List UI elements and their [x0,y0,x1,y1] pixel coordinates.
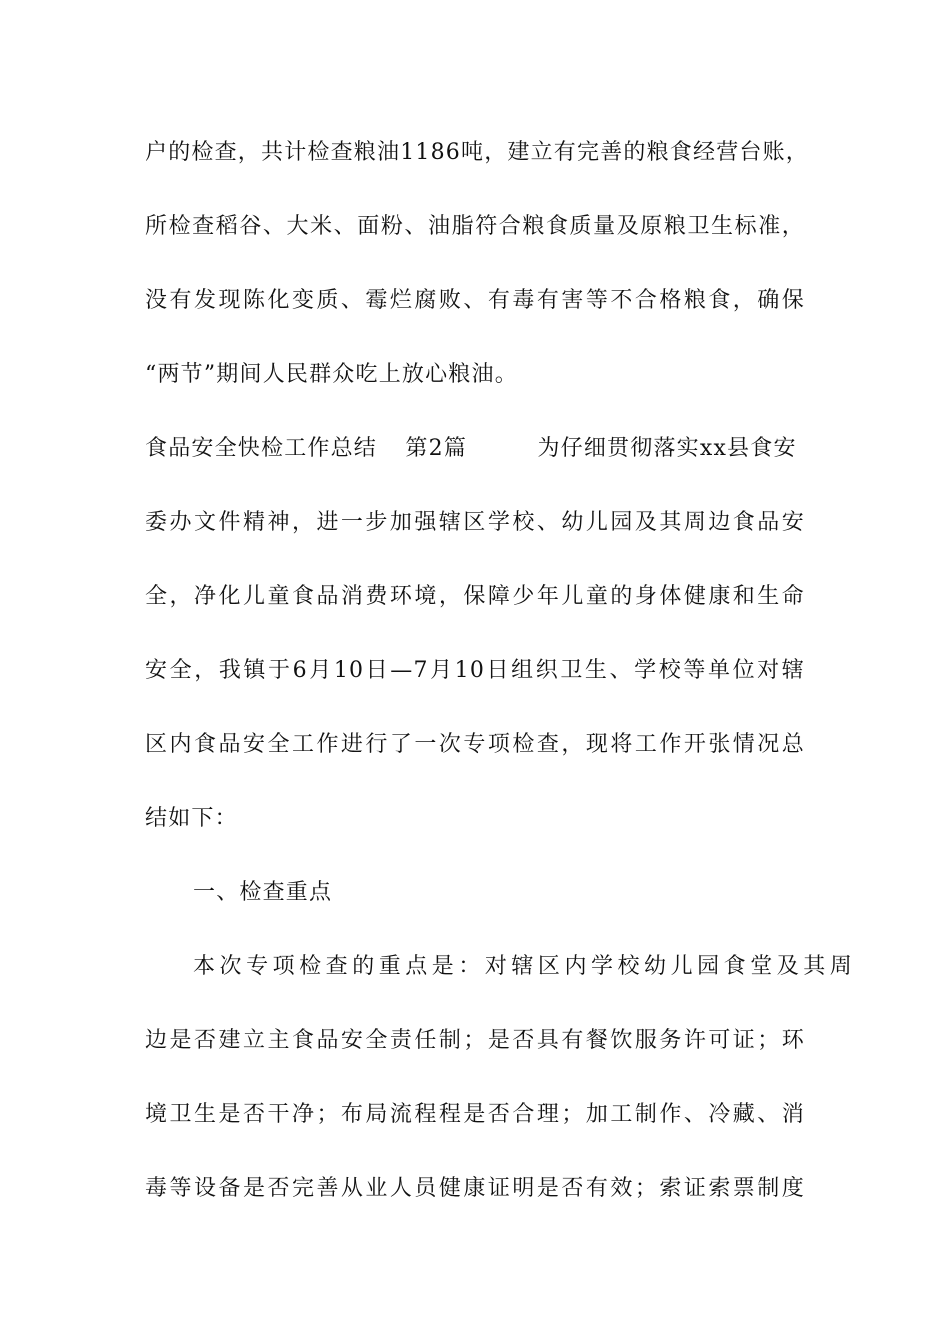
paragraph-line-7: 全，净化儿童食品消费环境，保障少年儿童的身体健康和生命 [145,584,805,609]
paragraph-line-6: 委办文件精神，进一步加强辖区学校、幼儿园及其周边食品安 [145,510,805,535]
paragraph-line-15: 毒等设备是否完善从业人员健康证明是否有效；索证索票制度 [145,1176,805,1201]
paragraph-line-9: 区内食品安全工作进行了一次专项检查，现将工作开张情况总 [145,732,805,757]
paragraph-line-8: 安全，我镇于6月10日—7月10日组织卫生、学校等单位对辖 [145,658,805,683]
paragraph-line-14: 境卫生是否干净；布局流程程是否合理；加工制作、冷藏、消 [145,1102,805,1127]
paragraph-line-13: 边是否建立主食品安全责任制；是否具有餐饮服务许可证；环 [145,1028,805,1053]
paragraph-line-12: 本次专项检查的重点是：对辖区内学校幼儿园食堂及其周 [193,954,853,979]
paragraph-line-10: 结如下： [145,806,238,831]
paragraph-line-1: 户的检查，共计检查粮油1186吨，建立有完善的粮食经营台账， [145,140,809,165]
subheading-check-focus: 一、检查重点 [193,880,333,905]
paragraph-line-4: “两节”期间人民群众吃上放心粮油。 [145,362,518,387]
section-lead: 为仔细贯彻落实xx县食安 [537,436,797,461]
section-title: 食品安全快检工作总结 [145,436,378,461]
section-number: 第2篇 [405,436,468,461]
paragraph-line-3: 没有发现陈化变质、霉烂腐败、有毒有害等不合格粮食，确保 [145,288,805,313]
paragraph-line-2: 所检查稻谷、大米、面粉、油脂符合粮食质量及原粮卫生标准， [145,214,805,239]
section-heading-line [145,434,815,464]
